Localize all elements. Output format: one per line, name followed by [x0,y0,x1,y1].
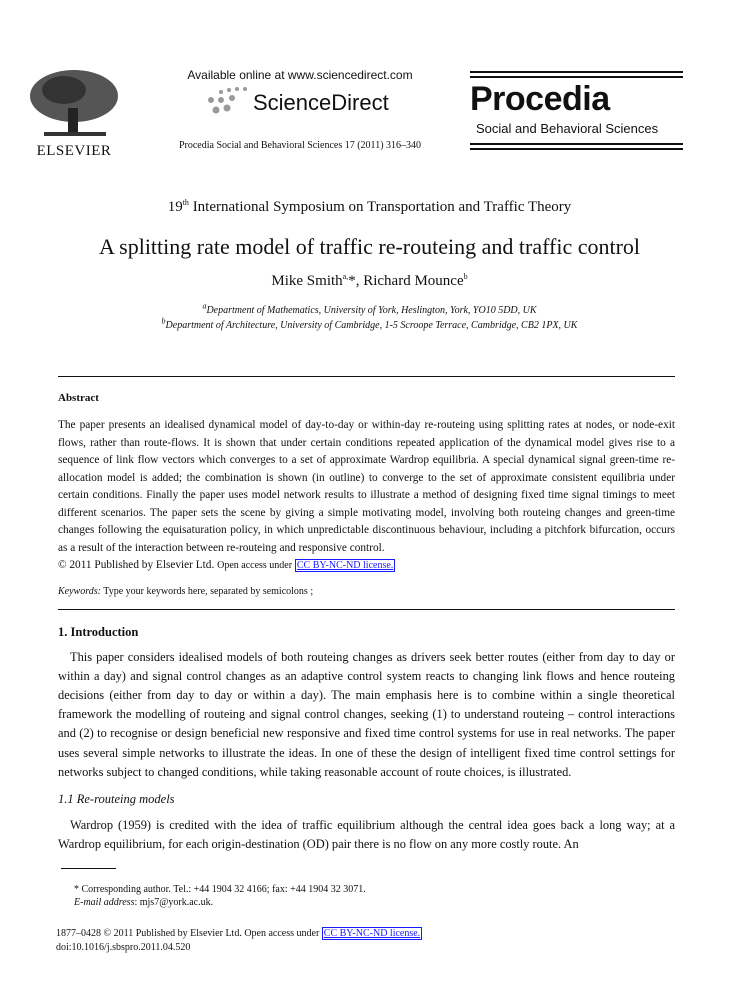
copyright-text: © 2011 Published by Elsevier Ltd. [58,559,215,571]
author-mark: b [463,272,468,281]
sciencedirect-logo [205,86,405,118]
procedia-logo: Procedia [470,80,610,118]
keywords-text: Type your keywords here, separated by semicolons ; [103,585,314,597]
sciencedirect-wordmark: ScienceDirect [253,90,389,115]
affiliation-mark: b [161,316,166,326]
abstract-heading: Abstract [58,392,99,404]
authors: Mike Smith$^{a,}$*, Richard Mounce$^b$ [271,272,468,289]
email-footnote [74,896,675,909]
intro-paragraph: This paper considers idealised models of both routeing changes as drivers seek better routes (either from day to day or within a day) and signal control changes as an adaptive control system reacts to changing link flows and hence routeing decisions (either from day to day or within a day). The main emphasis here is to combine within a single theoretical framework the modelling of routeing and signal control changes, seeking (1) to understand routeing – control interactions and (2) to recognise or design beneficial new responsive and fixed time control systems for use in real networks. The paper uses several simple networks to illustrate the ideas. In one of these the design of intelligent fixed time control settings for networks subject to changed conditions, while taking reasonable account of route choices, is illustrated. [58,649,675,779]
journal-citation: Procedia Social and Behavioral Sciences 17 (2011) 316–340 [178,140,422,151]
footer-issn [56,927,675,941]
ordinal-suffix: th [182,198,189,207]
intro-paragraph-2: Wardrop (1959) is credited with the idea of traffic equilibrium although the central idea goes back a long way; at a Wardrop equilibrium, for each origin-destination (OD) pair there is no flow on any more costly route. An [58,817,675,852]
email-label: E-mail address [74,897,135,909]
abstract-body [58,417,675,575]
abstract-rule-bottom [58,609,675,610]
email-address[interactable]: : mjs7@york.ac.uk. [134,897,214,909]
abstract-text: The paper presents an idealised dynamical model of day-to-day or within-day re-routeing using splitting rates at nodes, or node-exit flows, rather than route-flows. It is shown that under certain conditions repeated application of the dynamical model gives rise to a sequence of link flow vectors which converges to a set of approximate Wardrop equilibria. A special dynamical signal green-time re-allocation model is added; the combination is shown (in outline) to converge to the set of approximate consistent equilibria under certain conditions. Finally the paper uses model network results to illustrate a method of designing fixed time signal timings to meet different scenarios. The paper sets the scene by giving a simple motivating model, involving both routeing changes and green-time changes following the equisaturation policy, in which unpredictable discontinuous behaviour, including a pitchfork bifurcation, occurs as a result of the interaction between re-routeing and responsive control. [58,419,675,554]
footer-license-link[interactable]: CC BY-NC-ND license. [323,928,421,940]
affiliation-b [0,316,739,332]
affiliation-text: Department of Architecture, University of Cambridge, 1-5 Scroope Terrace, Cambridge, CB2 1PX, UK [165,320,578,331]
elsevier-logo [24,68,124,159]
available-online: Available online at www.sciencedirect.com [187,68,413,82]
corresponding-footnote: * Corresponding author. Tel.: +44 1904 32 4166; fax: +44 1904 32 3071. [74,884,366,896]
subsection-heading: 1.1 Re-routeing models [58,791,175,806]
paper-title: A splitting rate model of traffic re-routeing and traffic control [98,234,641,259]
keywords-label: Keywords: [58,585,101,597]
footnote-rule [61,868,116,869]
corresponding-mark: * [348,273,356,289]
author-name: Richard Mounce [363,273,464,289]
author-name: Mike Smith [271,273,343,289]
issn-text: 1877–0428 © 2011 Published by Elsevier Ltd. Open access under [56,928,320,940]
conference-name [0,199,739,216]
author-mark: a, [342,272,349,281]
procedia-subtitle: Social and Behavioral Sciences [476,121,659,136]
procedia-rule-top2 [470,76,683,78]
footer-doi: doi:10.1016/j.sbspro.2011.04.520 [56,942,191,954]
license-link[interactable]: CC BY-NC-ND license. [296,560,394,571]
elsevier-tree-icon [24,68,124,138]
procedia-rule-bottom2 [470,148,683,150]
intro-heading: 1. Introduction [58,624,139,639]
open-access-text: Open access under [217,560,293,571]
abstract-rule-top [58,376,675,377]
affiliation-a [0,301,739,317]
affiliation-mark: a [202,301,207,311]
procedia-rule-top [470,71,683,73]
procedia-rule-bottom [470,143,683,145]
conference-title: International Symposium on Transportation and Traffic Theory [192,199,572,215]
conference-ordinal: 19 [167,199,183,215]
affiliation-text: Department of Mathematics, University of York, Heslington, York, YO10 5DD, UK [206,305,537,316]
keywords [58,585,675,599]
elsevier-wordmark: ELSEVIER [36,143,112,159]
body-flow [58,376,675,955]
sciencedirect-dots-icon [205,86,251,116]
